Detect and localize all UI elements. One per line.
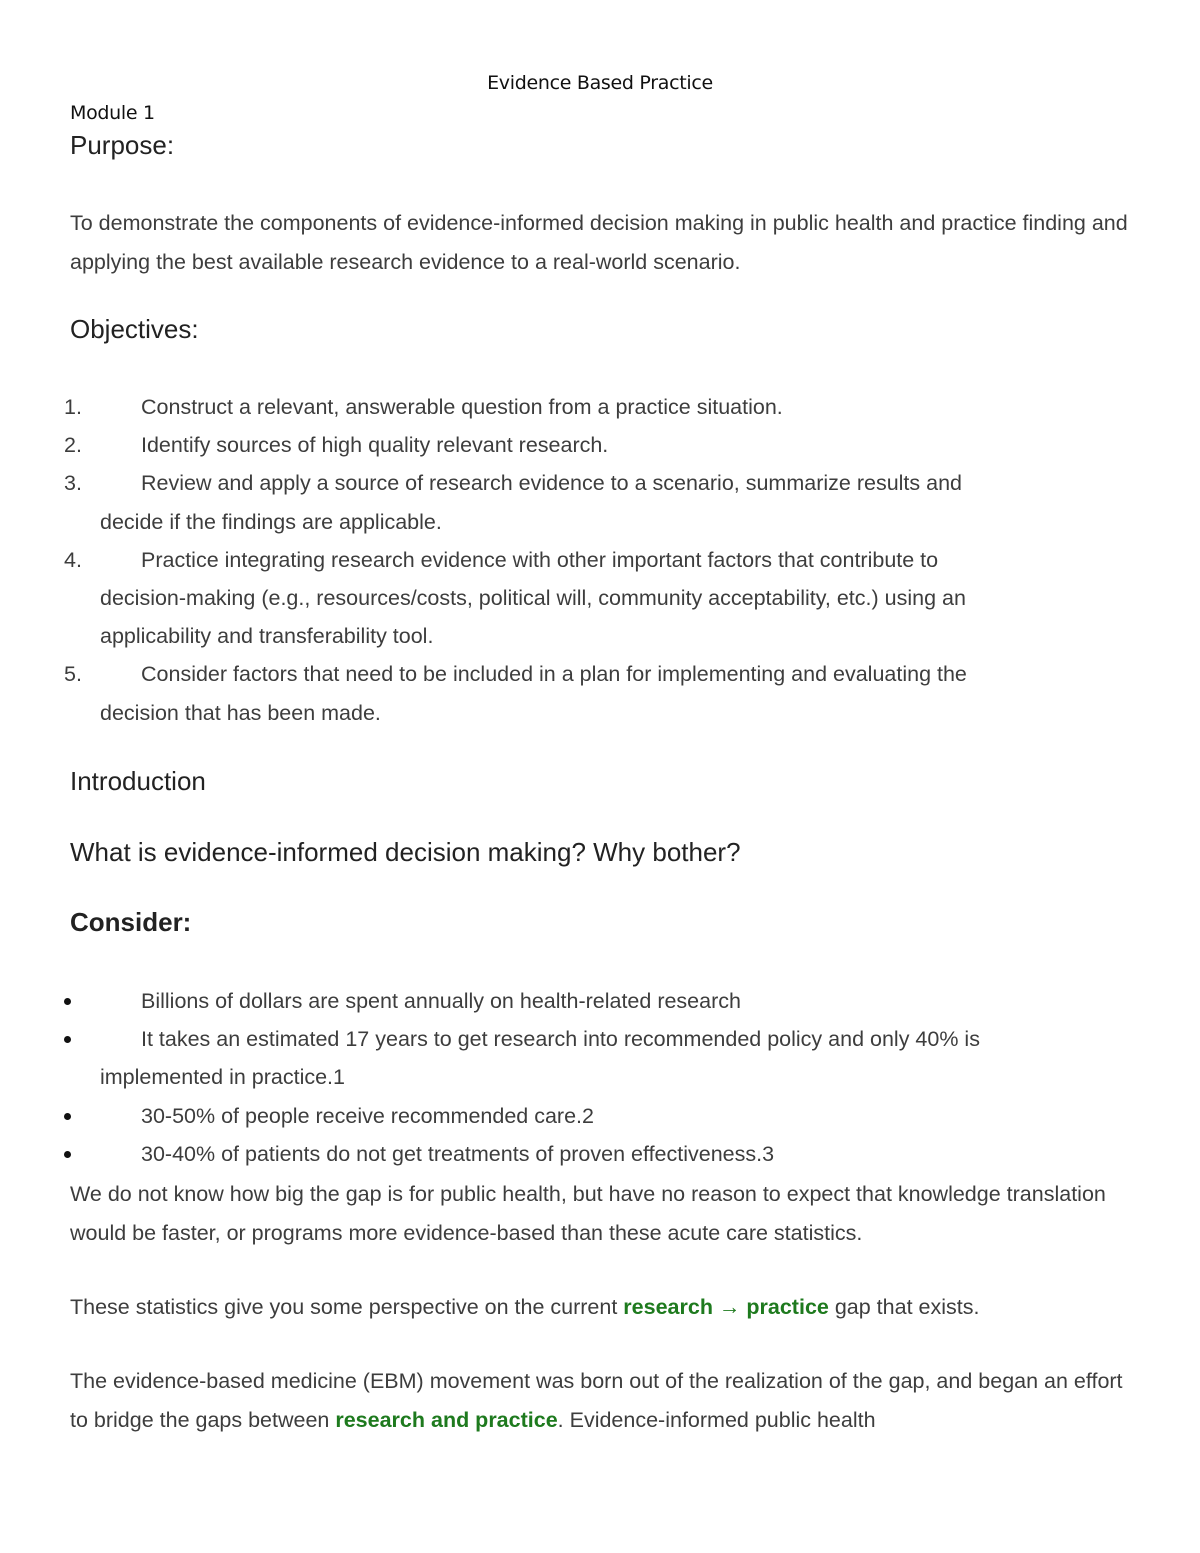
objectives-heading: Objectives:	[70, 314, 199, 344]
list-number: 2.	[64, 433, 82, 458]
list-item	[0, 1097, 1100, 1135]
list-item	[0, 982, 1100, 1020]
question-heading: What is evidence-informed decision making? Why bother?	[70, 837, 741, 867]
list-item	[0, 655, 1100, 731]
bullet-icon	[64, 1036, 71, 1043]
document-title: Evidence Based Practice	[487, 72, 713, 94]
list-item-text: Consider factors that need to be included in a plan for implementing and evaluating the	[141, 662, 967, 687]
purpose-heading: Purpose:	[70, 130, 175, 160]
research-practice-highlight: research → practice	[623, 1295, 829, 1319]
list-item-text: Construct a relevant, answerable question from a practice situation.	[141, 395, 783, 419]
list-item-continuation: decide if the findings are applicable.	[100, 509, 442, 534]
objectives-list	[0, 388, 1200, 732]
list-item-continuation: applicability and transferability tool.	[100, 624, 434, 649]
list-item-text: Practice integrating research evidence with other important factors that contribute to	[141, 547, 939, 572]
list-number: 5.	[64, 662, 82, 687]
module-label: Module 1	[70, 102, 155, 124]
ebm-text-end: . Evidence-informed public health	[557, 1407, 876, 1432]
list-item	[0, 388, 1100, 426]
list-item-text: 30-40% of patients do not get treatments of proven effectiveness.3	[141, 1141, 775, 1166]
ebm-paragraph	[70, 1362, 1140, 1439]
statistics-paragraph	[70, 1288, 1140, 1327]
bullet-icon	[64, 998, 71, 1005]
statistics-text: These statistics give you some perspective on the current	[70, 1295, 624, 1319]
list-item-continuation: implemented in practice.1	[100, 1065, 345, 1090]
list-item	[0, 541, 1100, 656]
list-item	[0, 464, 1100, 540]
list-item	[0, 1135, 1100, 1173]
list-item-text: It takes an estimated 17 years to get research into recommended policy and only 40% is	[141, 1027, 980, 1052]
list-item	[0, 1020, 1100, 1096]
list-item-continuation: decision-making (e.g., resources/costs, political will, community acceptability, etc.) using an	[100, 586, 966, 611]
gap-paragraph: We do not know how big the gap is for public health, but have no reason to expect that knowledge translation would be faster, or programs more evidence-based than these acute care statistics.	[70, 1182, 1106, 1245]
purpose-text: To demonstrate the components of evidence-informed decision making in public health and practice finding and applying the best available research evidence to a real-world scenario.	[70, 211, 1128, 274]
list-item-text: Billions of dollars are spent annually on health-related research	[141, 989, 741, 1013]
research-and-practice-highlight: research and practice	[335, 1407, 558, 1432]
statistics-text-end: gap that exists.	[828, 1295, 980, 1319]
list-number: 4.	[64, 547, 82, 572]
consider-list	[0, 982, 1200, 1173]
bullet-icon	[64, 1151, 71, 1158]
list-item-text: 30-50% of people receive recommended care.2	[141, 1103, 594, 1128]
list-number: 1.	[64, 395, 82, 419]
list-item-continuation: decision that has been made.	[100, 700, 381, 725]
ebm-text: The evidence-based medicine (EBM) movement was born out of the realization of the gap, and began an effort to bridge the gaps between	[70, 1369, 1123, 1432]
list-item-text: Identify sources of high quality relevant research.	[141, 433, 609, 458]
list-item	[0, 426, 1100, 464]
consider-heading: Consider:	[70, 907, 192, 937]
introduction-heading: Introduction	[70, 766, 206, 796]
list-number: 3.	[64, 471, 82, 496]
bullet-icon	[64, 1113, 71, 1120]
list-item-text: Review and apply a source of research evidence to a scenario, summarize results and	[141, 471, 962, 496]
